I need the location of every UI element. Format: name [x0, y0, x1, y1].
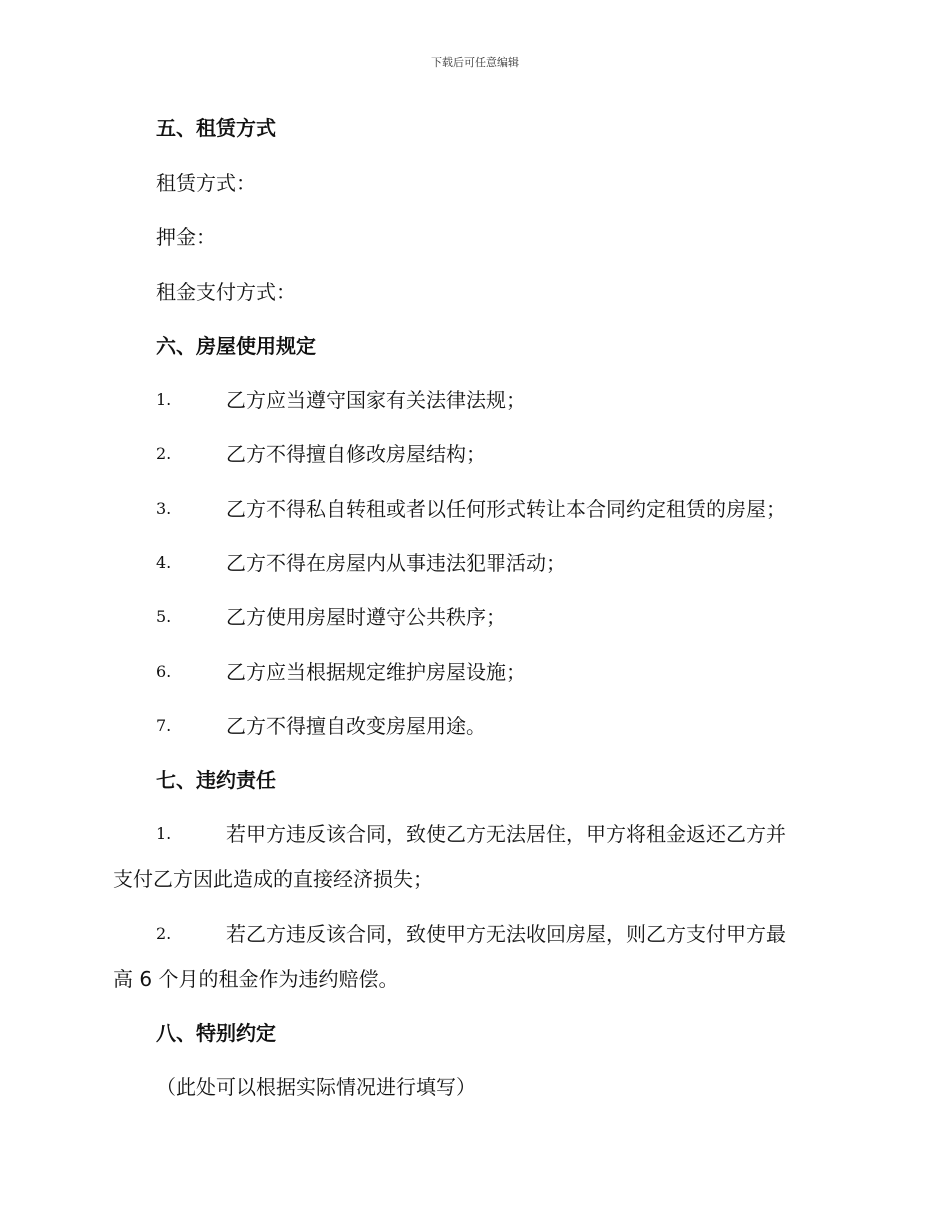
section-8-title: 八、特别约定 [156, 1021, 276, 1045]
list-item-text: 若乙方违反该合同，致使甲方无法收回房屋，则乙方支付甲方最 [226, 922, 786, 946]
page-header: 下载后可任意编辑 [431, 56, 519, 69]
list-item-text: 乙方不得私自转租或者以任何形式转让本合同约定租赁的房屋； [226, 497, 786, 521]
list-item-text: 乙方不得在房屋内从事违法犯罪活动； [226, 551, 566, 575]
list-item-text: 乙方应当遵守国家有关法律法规； [226, 388, 526, 412]
list-item-text: 乙方不得擅自改变房屋用途。 [226, 714, 486, 738]
list-item-text: 乙方使用房屋时遵守公共秩序； [226, 605, 506, 629]
list-item-text: 乙方不得擅自修改房屋结构； [226, 442, 486, 466]
list-item-text-continued: 高 6 个月的租金作为违约赔偿。 [113, 967, 399, 991]
section-7-title: 七、违约责任 [156, 768, 276, 792]
list-item-number: 3. [156, 499, 172, 518]
field-lease-method: 租赁方式： [156, 171, 256, 195]
list-item-number: 4. [156, 553, 172, 572]
list-item-text: 若甲方违反该合同，致使乙方无法居住，甲方将租金返还乙方并 [226, 822, 786, 846]
section-5-title: 五、租赁方式 [156, 116, 276, 140]
list-item-number: 7. [156, 716, 172, 735]
field-deposit: 押金： [156, 225, 216, 249]
list-item-number: 5. [156, 607, 172, 626]
list-item-number: 2. [156, 444, 172, 463]
list-item-text-continued: 支付乙方因此造成的直接经济损失； [113, 867, 433, 891]
list-item-number: 1. [156, 824, 172, 843]
field-rent-payment: 租金支付方式： [156, 280, 296, 304]
list-item-number: 2. [156, 924, 172, 943]
list-item-number: 6. [156, 662, 172, 681]
section-6-title: 六、房屋使用规定 [156, 334, 316, 358]
list-item-number: 1. [156, 390, 172, 409]
special-terms-note: （此处可以根据实际情况进行填写） [156, 1075, 476, 1099]
list-item-text: 乙方应当根据规定维护房屋设施； [226, 660, 526, 684]
